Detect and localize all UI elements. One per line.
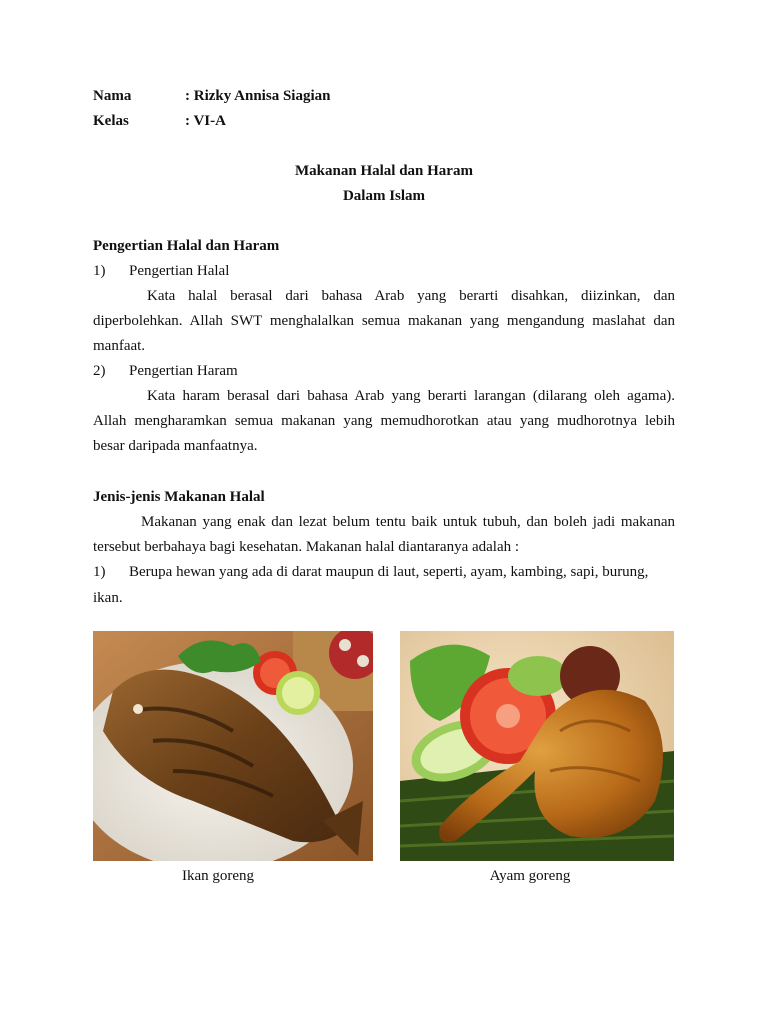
paragraph-line: Kata haram berasal dari bahasa Arab yang berarti larangan (dilarang oleh agama). <box>147 388 675 404</box>
class-row <box>93 109 675 134</box>
fried-fish-caption: Ikan goreng <box>181 868 255 884</box>
name-value: : Rizky Annisa Siagian <box>185 88 331 104</box>
paragraph-line: diperbolehkan. Allah SWT menghalalkan semua makanan yang mengandung maslahat dan <box>93 313 675 329</box>
fried-fish-photo <box>93 631 373 861</box>
section1-heading: Pengertian Halal dan Haram <box>93 238 280 254</box>
item-number: 2) <box>93 363 106 379</box>
paragraph-line: Kata halal berasal dari bahasa Arab yang berarti disahkan, diizinkan, dan <box>147 288 675 304</box>
paragraph-line: Makanan yang enak dan lezat belum tentu baik untuk tubuh, dan boleh jadi makanan <box>141 514 675 530</box>
section1-item2 <box>93 359 675 384</box>
name-label: Nama <box>93 88 132 104</box>
paragraph-line: Allah mengharamkan semua makanan yang memudhorotkan atau yang mudhorotnya lebih <box>93 413 675 429</box>
section2-heading: Jenis-jenis Makanan Halal <box>93 489 265 505</box>
title-line-1: Makanan Halal dan Haram <box>295 163 473 179</box>
title-line-2: Dalam Islam <box>342 188 426 204</box>
name-row <box>93 84 675 109</box>
fried-chicken-photo <box>400 631 674 861</box>
item-number: 1) <box>93 263 106 279</box>
class-label: Kelas <box>93 113 129 129</box>
item-title: Pengertian Haram <box>129 363 238 379</box>
item-text: Berupa hewan yang ada di darat maupun di laut, seperti, ayam, kambing, sapi, burung, <box>129 564 649 580</box>
item-number: 1) <box>93 564 106 580</box>
class-value: : VI-A <box>185 113 226 129</box>
section2-item1 <box>93 560 675 585</box>
paragraph-line: manfaat. <box>93 338 146 354</box>
paragraph-line: besar daripada manfaatnya. <box>93 438 258 454</box>
section1-item1 <box>93 259 675 284</box>
paragraph-line: ikan. <box>93 590 123 606</box>
fried-chicken-caption: Ayam goreng <box>489 868 571 884</box>
paragraph-line: tersebut berbahaya bagi kesehatan. Makanan halal diantaranya adalah : <box>93 539 520 555</box>
item-title: Pengertian Halal <box>129 263 230 279</box>
